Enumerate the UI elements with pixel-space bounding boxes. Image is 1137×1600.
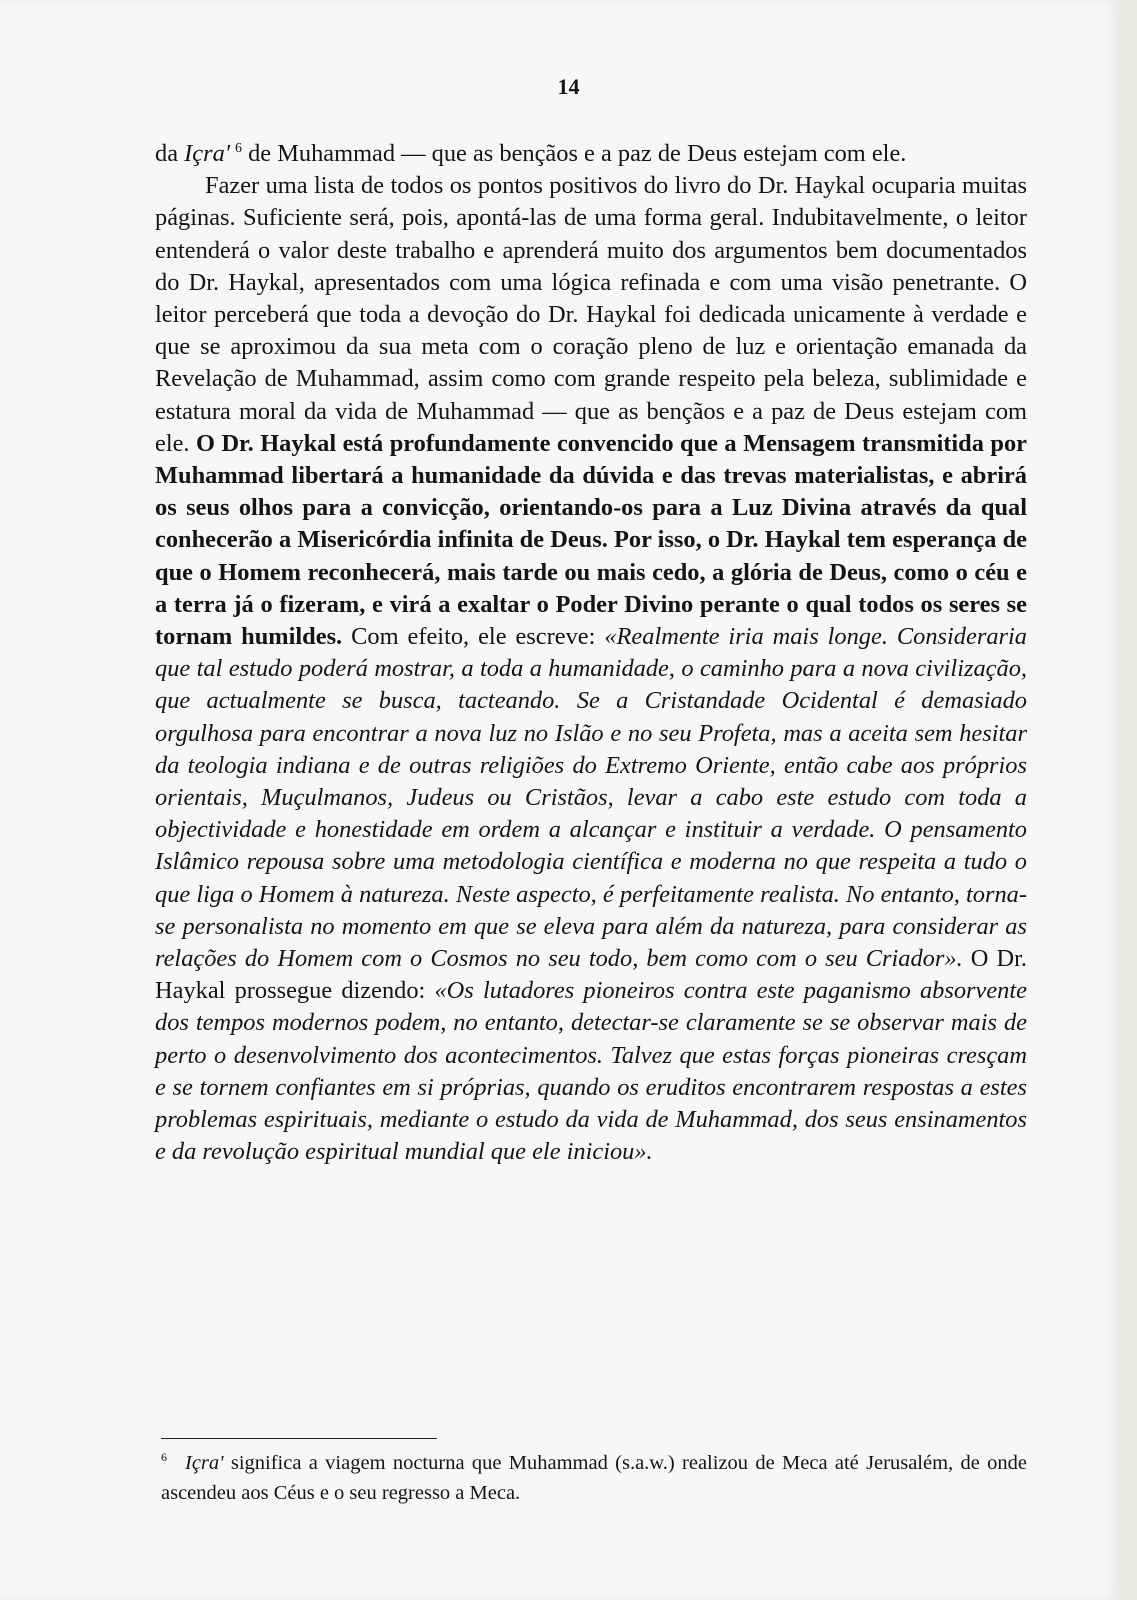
main-paragraph: [155, 170, 1027, 1168]
footnote-reference[interactable]: 6: [234, 141, 242, 156]
footnote-text: significa a viagem nocturna que Muhammad (s.a.w.) realizou de Meca até Jerusalém, de onde ascendeu aos Céus e o seu regresso a Meca.: [161, 1452, 1027, 1504]
footnote-number: 6: [161, 1450, 167, 1464]
term-icra: Içra': [184, 140, 230, 167]
paragraph-plain-text-2: Com efeito, ele escreve:: [342, 623, 605, 651]
paragraph-bold-text: O Dr. Haykal está profundamente convencido que a Mensagem transmitida por Muhammad libertará a humanidade da dúvida e das trevas materialistas, e abrirá os seus olhos para a convicção, orientando-os para a Luz Divina através da qual conhecerão a Misericórdia infinita de Deus. Por isso, o Dr. Haykal tem esperança de que o Homem reconhecerá, mais tarde ou mais cedo, a glória de Deus, como o céu e a terra já o fizeram, e virá a exaltar o Poder Divino perante o qual todos os seres se tornam humildes.: [155, 429, 1027, 651]
paragraph-plain-text-3: O Dr. Haykal prossegue dizendo:: [155, 945, 1027, 1005]
footnote: [161, 1448, 1027, 1508]
footnote-separator: [161, 1438, 437, 1439]
paragraph-plain-text: Fazer uma lista de todos os pontos positivos do livro do Dr. Haykal ocuparia muitas páginas. Suficiente será, pois, apontá-las de uma forma geral. Indubitavelmente, o leitor entenderá o valor deste trabalho e aprenderá muito dos argumentos bem documentados do Dr. Haykal, apresentados com uma lógica refinada e com uma visão penetrante. O leitor perceberá que toda a devoção do Dr. Haykal foi dedicada unicamente à verdade e que se aproximou da sua meta com o coração pleno de luz e orientação emanada da Revelação de Muhammad, assim como com grande respeito pela beleza, sublimidade e estatura moral da vida de Muhammad — que as bençãos e a paz de Deus estejam com ele.: [155, 172, 1027, 457]
footnote-term: Içra': [185, 1452, 224, 1474]
opening-line-pre: da: [155, 140, 185, 167]
quotation-2: «Os lutadores pioneiros contra este paganismo absorvente dos tempos modernos podem, no entanto, detectar-se claramente se se observar mais de perto o desenvolvimento dos acontecimentos. Talvez que estas forças pioneiras cresçam e se tornem confiantes em si próprias, quando os eruditos encontrarem respostas a estes problemas espirituais, mediante o estudo da vida de Muhammad, dos seus ensinamentos e da revolução espiritual mundial que ele iniciou».: [155, 977, 1027, 1166]
body-text: [155, 138, 1027, 1169]
opening-line: [155, 138, 1027, 170]
quotation-1: «Realmente iria mais longe. Consideraria que tal estudo poderá mostrar, a toda a humanidade, o caminho para a nova civilização, que actualmente se busca, tacteando. Se a Cristandade Ocidental é demasiado orgulhosa para encontrar a nova luz no Islão e no seu Profeta, mas a aceita sem hesitar da teologia indiana e de outras religiões do Extremo Oriente, então cabe aos próprios orientais, Muçulmanos, Judeus ou Cristãos, levar a cabo este estudo com toda a objectividade e honestidade em ordem a alcançar e instituir a verdade. O pensamento Islâmico repousa sobre uma metodologia científica e moderna no que respeita a tudo o que liga o Homem à natureza. Neste aspecto, é perfeitamente realista. No entanto, torna-se personalista no momento em que se eleva para além da natureza, para considerar as relações do Homem com o Cosmos no seu todo, bem como com o seu Criador».: [155, 623, 1027, 973]
opening-line-post: de Muhammad — que as bençãos e a paz de Deus estejam com ele.: [241, 140, 907, 167]
page-number: 14: [557, 74, 580, 99]
